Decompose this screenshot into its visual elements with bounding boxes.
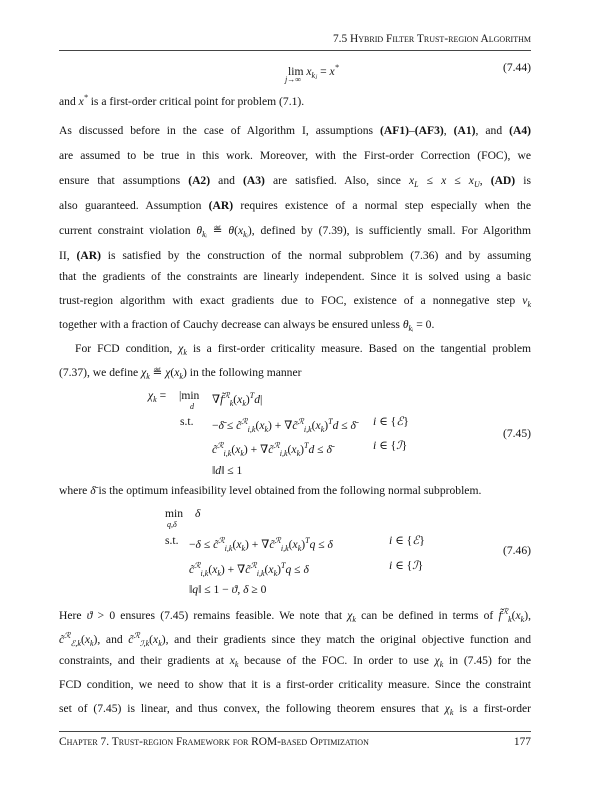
text-run: s.t. <box>180 415 194 428</box>
math-symbol: χ <box>165 366 171 379</box>
math-symbol: f̃ <box>498 609 502 622</box>
subscript: k <box>158 639 162 648</box>
subscript: k <box>179 372 183 381</box>
bold-text: (AF1) <box>380 124 409 137</box>
text-run: is satisfied by the construction of the normal subproblem (7.36) and by assuming <box>100 249 531 262</box>
math-symbol: x <box>268 563 274 576</box>
text-run: For FCD condition, <box>75 342 179 355</box>
math-symbol: x <box>408 174 415 187</box>
subscript: k <box>352 615 356 624</box>
constraint-index-set <box>389 559 423 573</box>
text-run: Here <box>59 609 87 622</box>
text-run: ≤ <box>223 419 237 432</box>
subscript: k <box>217 569 221 578</box>
math-symbol: x <box>237 224 244 237</box>
text-run: ≤ <box>200 538 214 551</box>
subscript: i,k <box>280 544 289 553</box>
text-run: ∈ { <box>376 439 397 452</box>
text-run: ≤ <box>418 174 442 187</box>
math-symbol: ℐ <box>412 559 418 572</box>
superscript: T <box>328 417 333 426</box>
objective <box>195 507 200 521</box>
subscript: kᵢ <box>243 230 248 239</box>
math-symbol: ℐ <box>396 439 402 452</box>
paragraph-line <box>75 342 531 360</box>
math-symbol: ϑ <box>86 609 93 622</box>
math-symbol: χ <box>141 366 147 379</box>
text-run: constraints, and their gradients at <box>59 654 230 667</box>
subscript: k <box>296 449 301 458</box>
text-run: ) + ∇ <box>268 419 293 432</box>
text-run: |min <box>179 389 200 402</box>
objective <box>212 389 262 411</box>
text-run: ∇ <box>212 393 221 406</box>
superscript: T <box>249 391 255 400</box>
text-run: > 0 ensures (7.45) remains feasible. We note that <box>92 609 348 622</box>
text-run: (7.37), we define <box>59 366 142 379</box>
subscript: k <box>146 372 150 381</box>
subscript: k <box>297 544 302 553</box>
constraint-index-set <box>373 415 409 429</box>
text-run: ( <box>232 538 237 551</box>
text-run: set of (7.45) is linear, and thus convex, the following theorem ensures that <box>59 702 445 715</box>
paragraph-line <box>59 678 531 692</box>
text-run: ( <box>80 633 85 646</box>
subscript: ℰ,k <box>70 639 81 648</box>
text-run: s.t. <box>165 534 179 547</box>
text-run: ) + ∇ <box>245 538 270 551</box>
text-run: ∈ { <box>392 534 413 547</box>
math-symbol: χ <box>444 702 450 715</box>
paragraph-line <box>59 270 531 284</box>
math-symbol: χ <box>434 654 440 667</box>
text-run: ) in the following manner <box>182 366 302 379</box>
superscript: T <box>304 441 309 450</box>
constraint-equality <box>189 534 333 556</box>
text-run: are satisfied. Also, since <box>264 174 409 187</box>
subscript: k <box>449 708 454 717</box>
paragraph-line <box>59 318 531 336</box>
text-run: ( <box>208 563 213 576</box>
text-run: , and <box>475 124 510 137</box>
constraint-inequality <box>189 559 309 581</box>
paragraph-line <box>59 249 531 263</box>
superscript: T <box>305 536 310 545</box>
math-symbol: c̃ <box>292 419 298 432</box>
math-symbol: x <box>306 65 312 78</box>
subscript: ℐ,k <box>139 639 150 648</box>
math-symbol: d <box>215 464 222 477</box>
min-operator <box>165 507 183 521</box>
math-symbol: δ <box>243 583 249 596</box>
math-symbol: x <box>329 65 335 78</box>
math-symbol: χ <box>347 609 353 622</box>
math-symbol: c̃ <box>213 538 219 551</box>
text-run: = 0. <box>413 318 435 331</box>
text-run: ( <box>231 443 236 456</box>
text-run: are assumed to be true in this work. Moreover, with the First-order Correction (FOC), we <box>59 149 531 162</box>
text-run: ) <box>301 538 306 551</box>
text-run: ensure that assumptions <box>59 174 189 187</box>
text-run: is a first-order criticality measure. Based on the tangential problem <box>186 342 532 355</box>
text-run: ≥ 0 <box>248 583 267 596</box>
superscript: ℛ <box>218 536 225 545</box>
equation-lhs <box>148 389 166 407</box>
text-run: min <box>165 507 184 520</box>
text-run: ‖ ≤ 1 − <box>198 583 232 596</box>
text-run: ≤ <box>291 563 304 576</box>
math-symbol: x <box>212 563 218 576</box>
math-symbol: x <box>236 538 242 551</box>
math-symbol: c̃ <box>268 443 274 456</box>
math-symbol: v <box>522 294 528 307</box>
text-run: together with a fraction of Cauchy decrease can always be ensured unless <box>59 318 403 331</box>
math-symbol: d <box>308 443 315 456</box>
subscript: k <box>242 399 246 408</box>
paragraph-line <box>59 149 531 163</box>
subject-to-label <box>180 415 194 429</box>
text-run: ( <box>234 224 238 237</box>
text-run: ( <box>311 419 316 432</box>
text-run: ), and <box>93 633 129 646</box>
superscript: ℛ <box>133 631 140 640</box>
subscript: k <box>320 425 325 434</box>
math-symbol: d <box>332 419 339 432</box>
math-symbol: c̃ <box>59 633 65 646</box>
constraint-norm <box>189 583 266 597</box>
text-run: II, <box>59 249 77 262</box>
text-run: is <box>515 174 531 187</box>
text-run: ( <box>511 609 516 622</box>
bold-text: (A2) <box>188 174 211 187</box>
text-run: ) <box>324 419 329 432</box>
subscript: k <box>183 348 187 357</box>
math-symbol: x <box>291 443 297 456</box>
math-symbol: i <box>389 559 393 572</box>
text-run: – <box>409 124 415 137</box>
text-run: ≤ <box>315 538 328 551</box>
subscript: kᵢ <box>202 230 207 239</box>
lim-subscript: j→∞ <box>285 75 301 84</box>
paragraph-line <box>59 174 531 192</box>
text-run: ‖ <box>212 464 216 477</box>
text-run: trust-region algorithm with exact gradients due to FOC, existence of a nonnegative step <box>59 294 523 307</box>
subscript: kᵢ <box>408 324 414 333</box>
math-symbol: θ <box>228 224 235 237</box>
math-symbol: x <box>515 609 521 622</box>
text-run: ), defined by (7.39), is sufficiently small. For Algorithm <box>247 224 531 237</box>
math-symbol: c̃ <box>212 443 218 456</box>
superscript: ℛ <box>223 391 230 400</box>
math-symbol: x <box>468 174 474 187</box>
paragraph-line <box>59 294 531 312</box>
paragraph-line <box>59 224 531 242</box>
text-run: that the gradients of the constraints are linearly independent. Since it is solved using a basic <box>59 270 531 283</box>
text-run: , <box>479 174 491 187</box>
math-symbol: x <box>84 633 90 646</box>
superscript: ℛ <box>217 441 224 450</box>
math-symbol: q <box>192 583 199 596</box>
math-symbol: x <box>153 633 159 646</box>
subject-to-label <box>165 534 179 548</box>
constraint-norm <box>212 464 242 478</box>
superscript: ℛ <box>64 631 71 640</box>
text-run: } <box>419 534 425 547</box>
text-run: As discussed before in the case of Algorithm I, assumptions <box>59 124 381 137</box>
math-symbol: δ̄ <box>218 419 224 432</box>
subscript: k <box>439 660 444 669</box>
subscript: U <box>473 180 480 189</box>
math-symbol: δ̄ <box>326 443 332 456</box>
text-run: requires existence of a normal step especially when the <box>233 199 531 212</box>
bold-text: (A1) <box>453 124 476 137</box>
subscript: L <box>414 180 419 189</box>
text-run: } <box>417 559 424 572</box>
superscript: ℛ <box>297 417 304 426</box>
constraint-inequality <box>212 439 332 461</box>
text-run: ‖ <box>189 583 193 596</box>
math-symbol: q <box>285 563 292 576</box>
text-run: ( <box>170 366 175 379</box>
text-run: ≤ <box>314 443 327 456</box>
text-run: ≝ <box>149 366 166 379</box>
subscript: i,k <box>200 569 209 578</box>
math-symbol: δ <box>195 507 201 520</box>
math-symbol: d <box>254 393 261 406</box>
subscript: k <box>508 615 512 624</box>
subscript: k <box>273 569 278 578</box>
text-run: in (7.45) for the <box>443 654 531 667</box>
math-symbol: x <box>78 95 84 108</box>
constraint-index-set <box>389 534 425 548</box>
math-symbol: x <box>235 443 241 456</box>
equation-number: (7.44) <box>502 61 531 74</box>
subscript: k <box>89 639 94 648</box>
text-run: = <box>317 65 330 78</box>
text-run: ( <box>255 419 260 432</box>
math-symbol: χ <box>148 389 154 402</box>
math-symbol: c̃ <box>236 419 242 432</box>
math-symbol: q <box>309 538 316 551</box>
math-symbol: x <box>292 538 298 551</box>
text-run: and <box>210 174 244 187</box>
math-symbol: i <box>373 439 377 452</box>
math-symbol: f̃ <box>220 393 224 406</box>
subscript: i,k <box>279 449 288 458</box>
superscript: * <box>334 63 339 72</box>
math-symbol: c̃ <box>269 538 275 551</box>
text-run: current constraint violation <box>59 224 197 237</box>
subscript: i,k <box>223 449 232 458</box>
paragraph-line <box>59 484 531 498</box>
text-run: is a first-order <box>453 702 532 715</box>
subscript: k <box>229 399 234 408</box>
text-run: ( <box>233 393 238 406</box>
text-run: and <box>59 95 79 108</box>
text-run: ) <box>277 563 282 576</box>
bold-text: (A4) <box>509 124 531 137</box>
subscript: kⱼ <box>311 71 318 80</box>
equation-number: (7.45) <box>502 427 531 440</box>
math-symbol: x <box>229 654 235 667</box>
subscript: k <box>153 395 157 404</box>
superscript: ℛ <box>501 607 509 616</box>
text-run: also guaranteed. Assumption <box>59 199 209 212</box>
text-run: ( <box>287 443 292 456</box>
min-operator <box>179 389 199 403</box>
paragraph-line <box>59 366 531 384</box>
subscript: k <box>234 660 239 669</box>
text-run: ‖ ≤ 1 <box>221 464 243 477</box>
math-symbol: χ <box>178 342 184 355</box>
text-run: ( <box>149 633 154 646</box>
text-run: , <box>237 583 244 596</box>
math-symbol: x <box>174 366 180 379</box>
text-run: ), <box>524 609 531 622</box>
constraint-index-set <box>373 439 407 453</box>
lim-operator: lim <box>288 65 304 78</box>
math-symbol: i <box>389 534 393 547</box>
text-run: because of the FOC. In order to use <box>238 654 435 667</box>
math-symbol: δ̄ <box>90 484 96 497</box>
subscript: k <box>264 425 269 434</box>
math-symbol: x <box>441 174 447 187</box>
text-run: ∈ { <box>392 559 413 572</box>
superscript: ℛ <box>273 441 280 450</box>
text-run: ) + ∇ <box>243 443 269 456</box>
paragraph-line <box>59 124 531 138</box>
bold-text: (AD) <box>490 174 516 187</box>
math-symbol: θ <box>196 224 203 237</box>
text-run: − <box>212 419 219 432</box>
running-header: 7.5 Hybrid Filter Trust-region Algorithm <box>332 33 531 45</box>
text-run: } <box>401 439 408 452</box>
superscript: ℛ <box>250 561 257 570</box>
text-run: , <box>443 124 454 137</box>
paragraph-line <box>59 629 531 651</box>
paragraph-line <box>59 702 531 720</box>
equation-number: (7.46) <box>502 544 531 557</box>
math-symbol: x <box>259 419 265 432</box>
paragraph-line <box>59 199 531 213</box>
math-symbol: x <box>315 419 321 432</box>
text-run: = <box>156 389 167 402</box>
math-symbol: ϑ <box>231 583 238 596</box>
bold-text: (AR) <box>76 249 101 262</box>
text-run: ≝ <box>206 224 229 237</box>
constraint-equality <box>212 415 356 437</box>
text-run: ≤ <box>446 174 469 187</box>
text-run: is a first-order critical point for problem (7.1). <box>87 95 305 108</box>
min-subscript: q,δ <box>167 520 177 529</box>
text-run: ( <box>288 538 293 551</box>
header-rule <box>59 50 531 51</box>
superscript: * <box>83 93 88 102</box>
text-run: ) + ∇ <box>220 563 246 576</box>
superscript: T <box>281 561 286 570</box>
text-run: | <box>260 393 263 406</box>
text-run: } <box>403 415 409 428</box>
subscript: i,k <box>256 569 265 578</box>
text-run: is the optimum infeasibility level obtained from the following normal subproblem. <box>95 484 482 497</box>
math-symbol: c̃ <box>128 633 134 646</box>
math-symbol: c̃ <box>245 563 251 576</box>
text-run: ∈ { <box>376 415 397 428</box>
page-number: 177 <box>513 736 531 748</box>
subscript: k <box>240 449 244 458</box>
math-symbol: x <box>237 393 243 406</box>
text-run: ≤ <box>338 419 351 432</box>
math-symbol: δ <box>303 563 309 576</box>
text-run: where <box>59 484 91 497</box>
paragraph-line <box>59 654 531 672</box>
equation-expression <box>306 65 338 78</box>
bold-text: (AF3) <box>414 124 444 137</box>
text-run: ), and their gradients since they match the original objective function and <box>161 633 532 646</box>
footer-chapter: Chapter 7. Trust-region Framework for ROM-based Optimization <box>59 736 369 748</box>
text-run: FCD condition, we need to show that it is a first-order criticality measure. Since the constraint <box>59 678 531 691</box>
subscript: k <box>527 300 531 309</box>
subscript: i,k <box>303 425 312 434</box>
bold-text: (A3) <box>243 174 265 187</box>
math-symbol: δ̄ <box>350 419 356 432</box>
superscript: ℛ <box>194 561 201 570</box>
text-run: − <box>189 538 196 551</box>
subscript: k <box>520 615 525 624</box>
min-subscript: d <box>190 402 194 411</box>
math-symbol: ℰ <box>412 534 420 547</box>
math-symbol: δ <box>195 538 201 551</box>
text-run: ) <box>300 443 305 456</box>
text-run: ) <box>245 393 250 406</box>
math-symbol: δ <box>327 538 333 551</box>
math-symbol: c̃ <box>189 563 195 576</box>
subscript: i,k <box>247 425 256 434</box>
text-run: can be defined in terms of <box>355 609 499 622</box>
bold-text: (AR) <box>208 199 234 212</box>
math-symbol: θ <box>402 318 409 331</box>
superscript: ℛ <box>241 417 248 426</box>
math-symbol: i <box>373 415 377 428</box>
text-run: ( <box>264 563 269 576</box>
subscript: k <box>241 544 246 553</box>
paragraph-line <box>59 91 531 109</box>
footer-rule <box>59 731 531 732</box>
subscript: i,k <box>224 544 233 553</box>
paragraph-line <box>59 605 531 627</box>
math-symbol: ℰ <box>396 415 404 428</box>
superscript: ℛ <box>274 536 281 545</box>
